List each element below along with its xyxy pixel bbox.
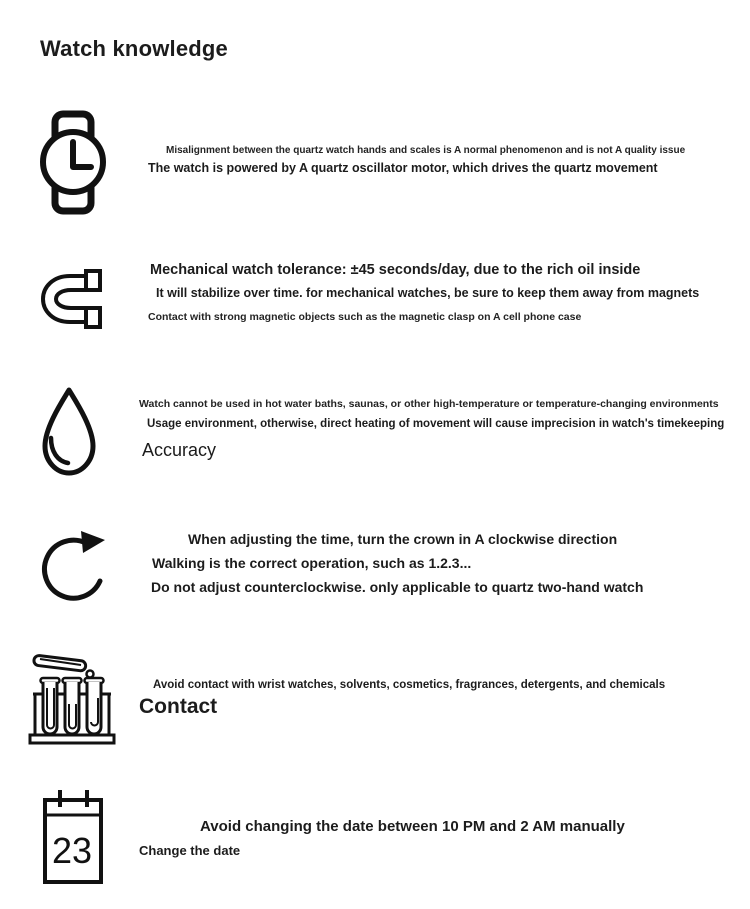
- quartz-main-line: The watch is powered by A quartz oscillator motor, which drives the quartz movement: [148, 161, 658, 175]
- quartz-note-line: Misalignment between the quartz watch hands and scales is A normal phenomenon and is not A quality issue: [166, 145, 686, 156]
- calendar-icon: [40, 788, 106, 886]
- crown-clockwise-line: When adjusting the time, turn the crown in A clockwise direction: [188, 531, 618, 547]
- water-drop-icon: [38, 384, 100, 480]
- wristwatch-icon: [40, 110, 106, 215]
- usage-environment-line: Usage environment, otherwise, direct heating of movement will cause imprecision in watch's timekeeping: [147, 418, 725, 430]
- magnet-contact-line: Contact with strong magnetic objects such as the magnetic clasp on A cell phone case: [148, 311, 582, 323]
- accuracy-label: Accuracy: [142, 440, 217, 460]
- contact-label: Contact: [139, 695, 218, 718]
- test-tubes-icon: [28, 642, 116, 746]
- magnet-stabilize-line: It will stabilize over time. for mechanical watches, be sure to keep them away from magnets: [156, 286, 700, 300]
- chemicals-warning-line: Avoid contact with wrist watches, solvents, cosmetics, fragrances, detergents, and chemicals: [153, 679, 666, 691]
- date-change-warning-line: Avoid changing the date between 10 PM and 2 AM manually: [200, 818, 625, 835]
- page-title: Watch knowledge: [40, 36, 228, 61]
- heat-warning-line: Watch cannot be used in hot water baths, saunas, or other high-temperature or temperature-changing environments: [139, 398, 719, 410]
- change-date-label: Change the date: [139, 843, 241, 858]
- magnet-tolerance-line: Mechanical watch tolerance: ±45 seconds/day, due to the rich oil inside: [150, 262, 641, 278]
- clockwise-arrow-icon: [40, 518, 112, 610]
- calendar-day-number: 23: [51, 830, 93, 871]
- magnet-icon: [38, 267, 108, 331]
- walking-operation-line: Walking is the correct operation, such as 1.2.3...: [152, 555, 472, 571]
- counterclockwise-warning-line: Do not adjust counterclockwise. only applicable to quartz two-hand watch: [151, 579, 644, 595]
